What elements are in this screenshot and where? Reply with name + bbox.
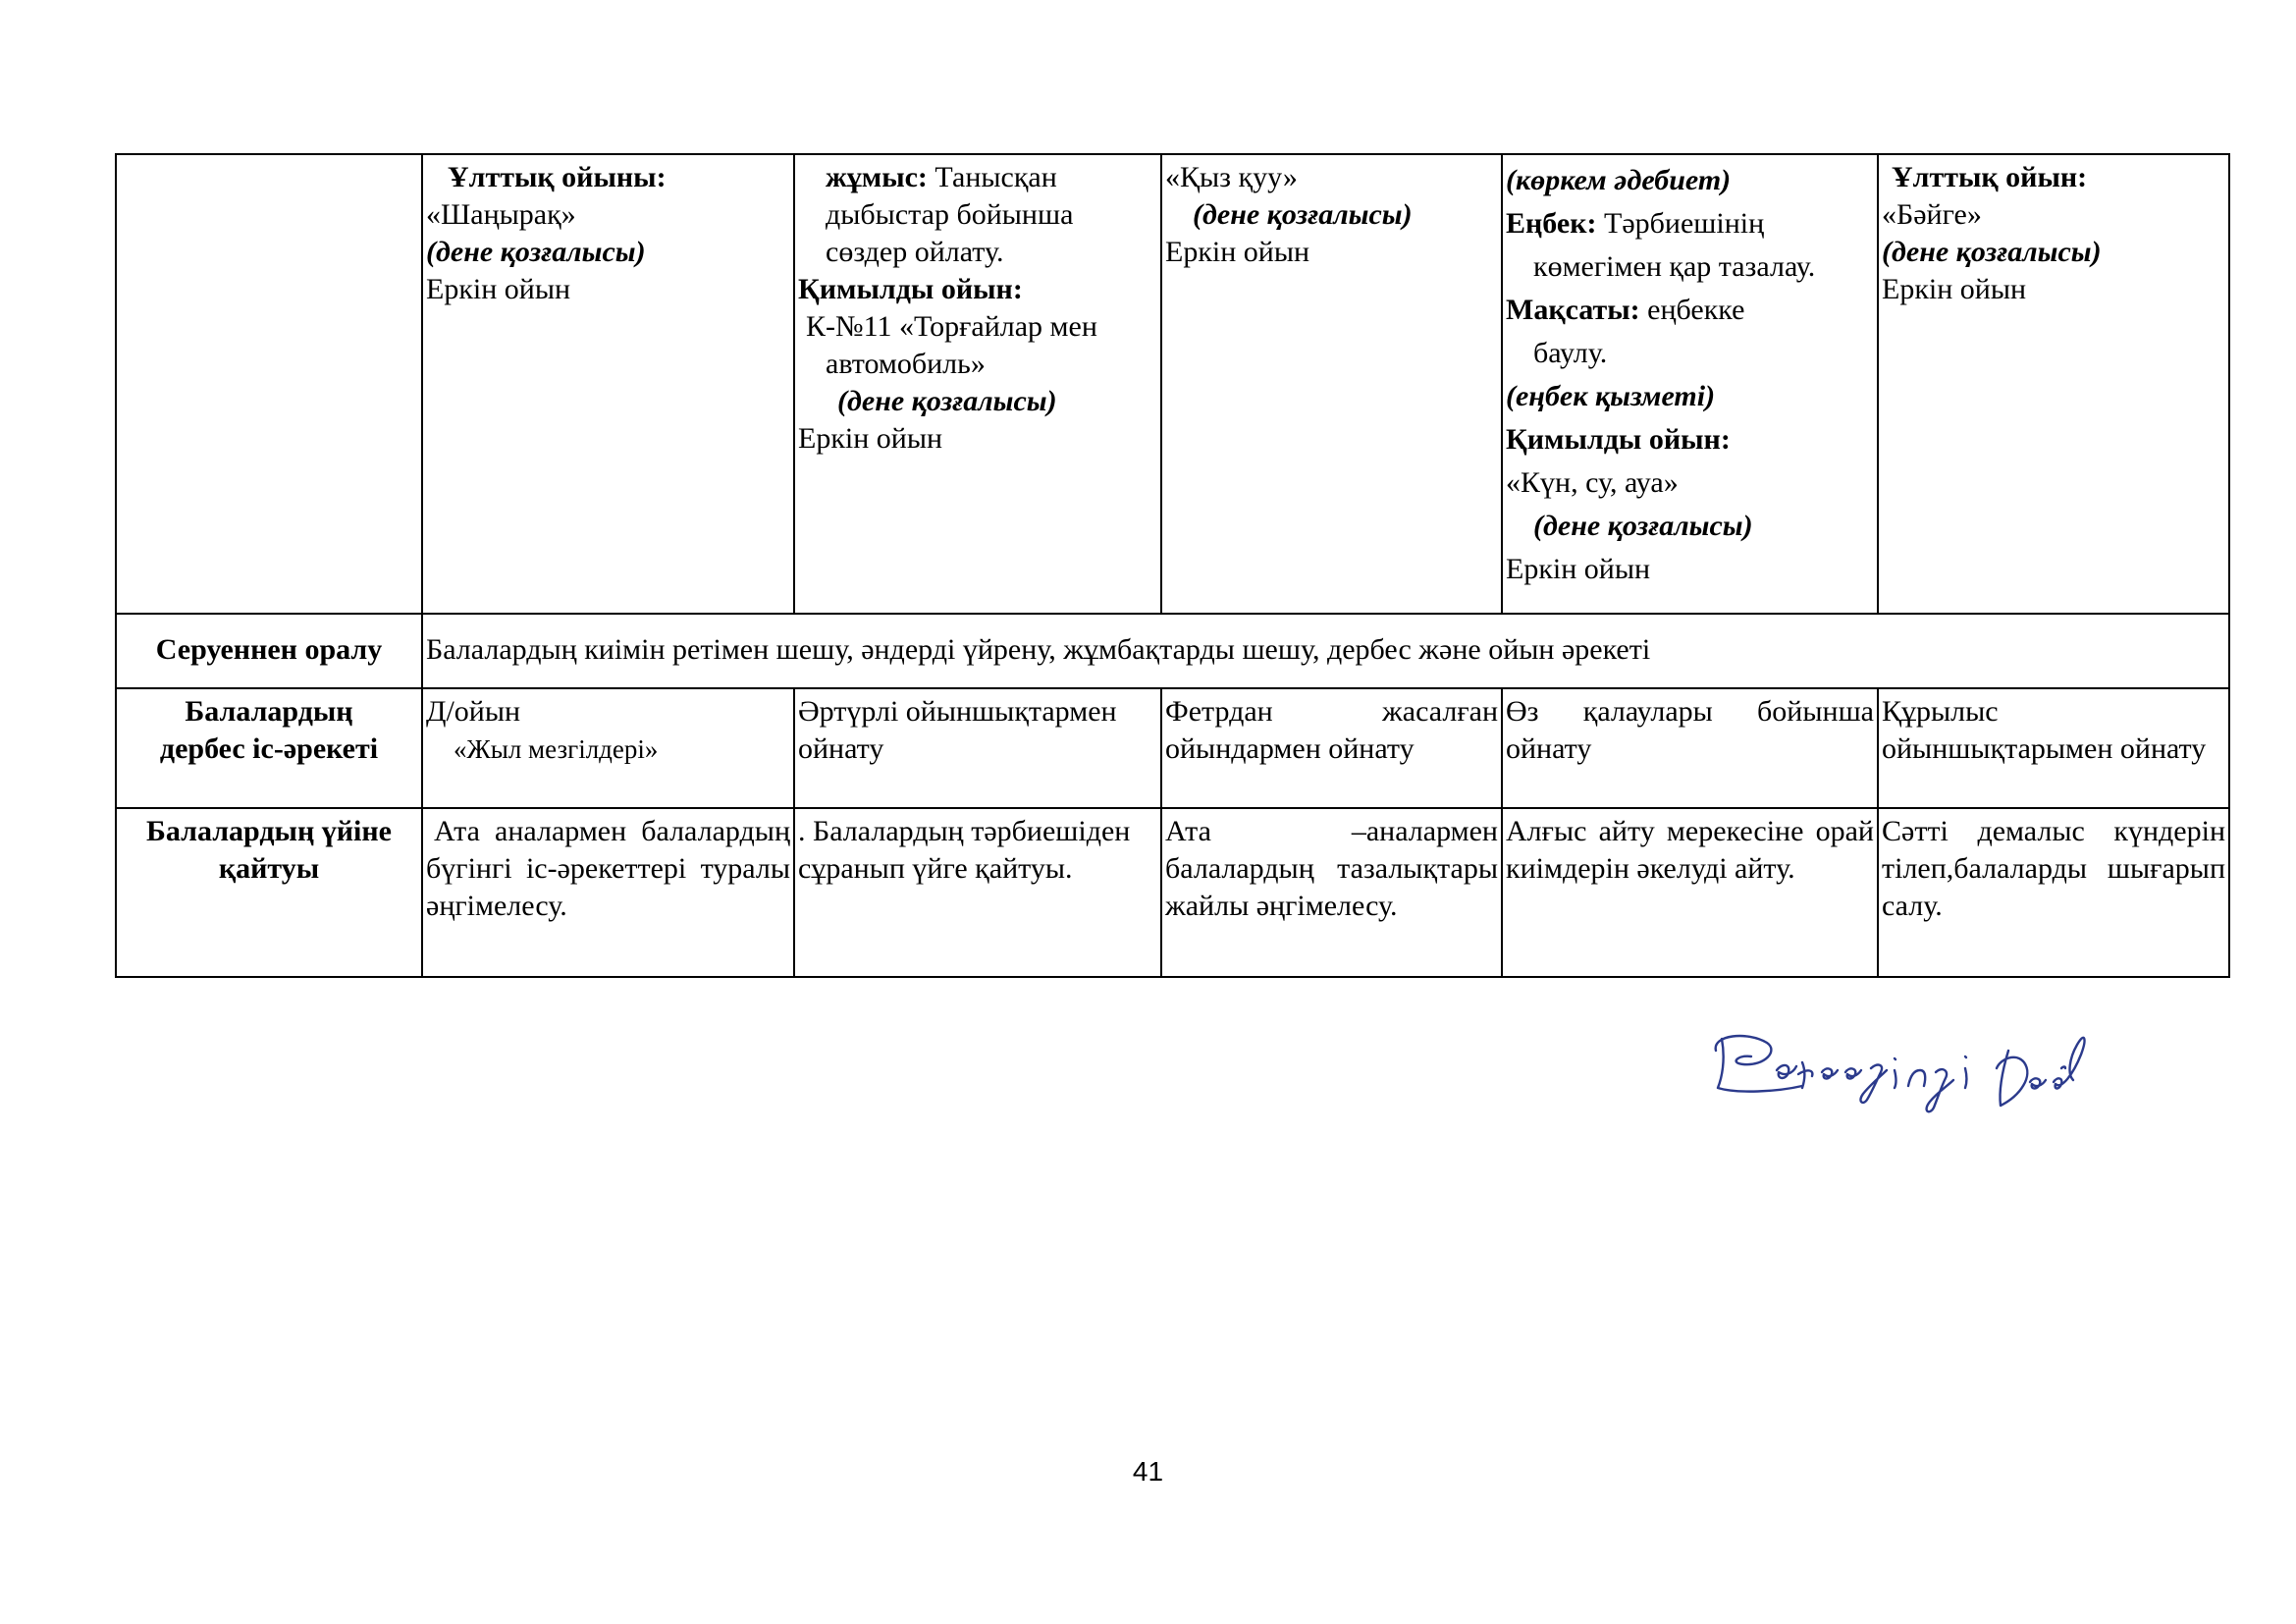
table-row — [116, 688, 2229, 808]
active-game-heading: Қимылды ойын: — [798, 273, 1023, 305]
goal-text-line2: баулу. — [1533, 337, 1608, 369]
activity-type: (дене қозғалысы) — [837, 385, 1057, 417]
national-game-heading: Ұлттық ойыны: — [448, 161, 667, 193]
labor-activity-type: (еңбек қызметі) — [1506, 380, 1716, 412]
game-name: «Жыл мезгілдері» — [454, 734, 659, 764]
row-header-going-home — [116, 808, 422, 977]
free-play-label: Еркін ойын — [1882, 273, 2027, 305]
work-label: жұмыс: — [826, 161, 928, 193]
game-name: «Қыз қуу» — [1165, 161, 1298, 193]
going-home-day1: Ата аналармен балалардың бүгінгі іс-әрекеттері туралы әңгімелесу. — [422, 808, 794, 977]
activity-type: (дене қозғалысы) — [1882, 236, 2102, 268]
independent-activity-day2: Әртүрлі ойыншықтармен ойнату — [794, 688, 1161, 808]
independent-activity-day1 — [422, 688, 794, 808]
game-name-line2: автомобиль» — [826, 348, 986, 380]
active-game-heading: Қимылды ойын: — [1506, 423, 1731, 456]
labor-text: Тәрбиешінің — [1596, 207, 1765, 240]
outdoor-activity-day5 — [1878, 154, 2229, 614]
table-row — [116, 614, 2229, 688]
outdoor-activity-day1 — [422, 154, 794, 614]
row-header-independent-activity — [116, 688, 422, 808]
goal-text: еңбекке — [1639, 294, 1745, 326]
return-from-walk-text: Балалардың киімін ретімен шешу, әндерді үйрену, жұмбақтарды шешу, дербес және ойын әрекеті — [422, 614, 2229, 688]
going-home-day4: Алғыс айту мерекесіне орай киімдерін әкелуді айту. — [1502, 808, 1878, 977]
table-row — [116, 808, 2229, 977]
game-name: «Бәйге» — [1882, 198, 1982, 231]
work-text-line2: дыбыстар бойынша — [826, 198, 1074, 231]
outdoor-activity-day4 — [1502, 154, 1878, 614]
independent-activity-day4: Өз қалаулары бойынша ойнату — [1502, 688, 1878, 808]
row-header-line1: Балалардың — [185, 695, 353, 728]
free-play-label: Еркін ойын — [1165, 236, 1310, 268]
labor-label: Еңбек: — [1506, 207, 1597, 240]
free-play-label: Еркін ойын — [426, 273, 571, 305]
game-name: К-№11 «Торғайлар мен — [806, 310, 1097, 343]
work-text: Танысқан — [927, 161, 1057, 193]
labor-text-line2: көмегімен қар тазалау. — [1533, 250, 1816, 283]
game-name: «Шаңырақ» — [426, 198, 576, 231]
independent-activity-day5: Құрылыс ойыншықтарымен ойнату — [1878, 688, 2229, 808]
going-home-day2: . Балалардың тәрбиешіден сұранып үйге қайтуы. — [794, 808, 1161, 977]
activity-type: (дене қозғалысы) — [1193, 198, 1413, 231]
independent-activity-day3: Фетрдан жасалған ойындармен ойнату — [1161, 688, 1502, 808]
handwritten-signature — [1708, 1021, 2169, 1134]
going-home-day3: Ата –аналармен балалардың тазалықтары жайлы әңгімелесу. — [1161, 808, 1502, 977]
table-row — [116, 154, 2229, 614]
national-game-heading: Ұлттық ойын: — [1892, 161, 2088, 193]
work-text-line3: сөздер ойлату. — [826, 236, 1004, 268]
free-play-label: Еркін ойын — [798, 422, 943, 455]
page-number: 41 — [1132, 1456, 1164, 1487]
goal-label: Мақсаты: — [1506, 294, 1640, 326]
row-header-empty — [116, 154, 422, 614]
activity-type: (дене қозғалысы) — [426, 236, 646, 268]
schedule-table — [115, 153, 2230, 978]
outdoor-activity-day3 — [1161, 154, 1502, 614]
row-header-line1: Балалардың үйіне — [146, 815, 392, 847]
row-header-line2: қайтуы — [218, 852, 320, 885]
outdoor-activity-day2 — [794, 154, 1161, 614]
didactic-game-label: Д/ойын — [426, 695, 521, 728]
activity-type: (дене қозғалысы) — [1533, 510, 1753, 542]
literature-label: (көркем әдебиет) — [1506, 164, 1732, 196]
game-name: «Күн, су, ауа» — [1506, 466, 1679, 499]
going-home-day5: Сәтті демалыс күндерін тілеп,балаларды шығарып салу. — [1878, 808, 2229, 977]
free-play-label: Еркін ойын — [1506, 553, 1651, 585]
row-header-line2: дербес іс-әрекеті — [159, 732, 379, 765]
row-header-return-from-walk: Серуеннен оралу — [116, 614, 422, 688]
